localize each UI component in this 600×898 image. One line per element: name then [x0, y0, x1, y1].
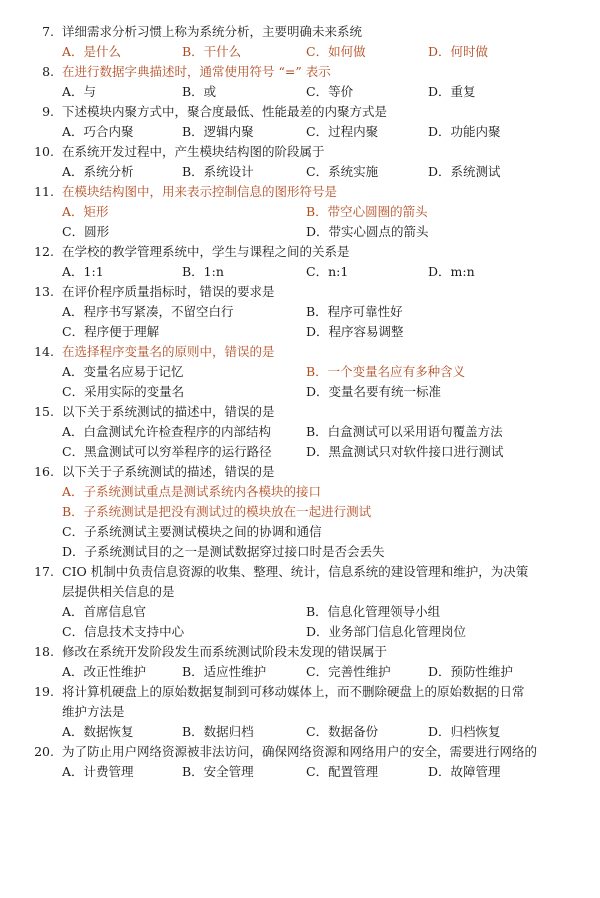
option-d: D．子系统测试目的之一是测试数据穿过接口时是否会丢失: [62, 544, 385, 559]
options-row: [0, 262, 600, 282]
option-b: B．系统设计: [182, 164, 254, 179]
option-d: D．变量名要有统一标准: [306, 384, 442, 399]
options-row: [0, 542, 600, 562]
options-row: [0, 82, 600, 102]
question-stem-line: [0, 102, 600, 122]
question-number: 15.: [34, 404, 54, 419]
option-c: C．数据备份: [306, 724, 379, 739]
options-row: [0, 522, 600, 542]
option-d: D．归档恢复: [428, 724, 501, 739]
question-text: 以下关于系统测试的描述中，错误的是: [62, 404, 275, 419]
option-d: D．故障管理: [428, 764, 501, 779]
option-b: B．1:n: [182, 264, 224, 279]
option-c: C．n:1: [306, 264, 349, 279]
options-row: [0, 42, 600, 62]
options-row: [0, 662, 600, 682]
options-row: [0, 622, 600, 642]
option-a: A．数据恢复: [62, 724, 134, 739]
question-8: [0, 62, 600, 102]
options-row: [0, 362, 600, 382]
option-b: B．信息化管理领导小组: [306, 604, 441, 619]
question-number: 7.: [42, 24, 54, 39]
question-10: [0, 142, 600, 182]
question-stem-line: [0, 462, 600, 482]
option-b: B．带空心圆圈的箭头: [306, 204, 428, 219]
option-b: B．程序可靠性好: [306, 304, 403, 319]
question-text: 下述模块内聚方式中，聚合度最低、性能最差的内聚方式是: [62, 104, 388, 119]
options-row: [0, 422, 600, 442]
option-c: C．配置管理: [306, 764, 379, 779]
options-row: [0, 602, 600, 622]
question-text: 为了防止用户网络资源被非法访问，确保网络资源和网络用户的安全，需要进行网络的: [62, 744, 538, 759]
question-20: [0, 742, 600, 782]
question-text: 将计算机硬盘上的原始数据复制到可移动媒体上，而不删除硬盘上的原始数据的日常: [62, 684, 525, 699]
option-a: A．白盒测试允许检查程序的内部结构: [62, 424, 272, 439]
options-row: [0, 762, 600, 782]
question-18: [0, 642, 600, 682]
option-d: D．预防性维护: [428, 664, 514, 679]
question-stem-line: [0, 562, 600, 582]
option-d: D．黑盒测试只对软件接口进行测试: [306, 444, 504, 459]
option-d: D．程序容易调整: [306, 324, 404, 339]
options-row: [0, 322, 600, 342]
option-b: B．白盒测试可以采用语句覆盖方法: [306, 424, 503, 439]
question-19: [0, 682, 600, 742]
option-b: B．干什么: [182, 44, 242, 59]
question-16: [0, 462, 600, 562]
option-a: A．首席信息官: [62, 604, 147, 619]
option-d: D．业务部门信息化管理岗位: [306, 624, 467, 639]
question-stem-line: [0, 582, 600, 602]
question-number: 9.: [42, 104, 54, 119]
question-stem-line: [0, 282, 600, 302]
option-a: A．变量名应易于记忆: [62, 364, 184, 379]
question-number: 8.: [42, 64, 54, 79]
option-d: D．系统测试: [428, 164, 501, 179]
option-b: B．一个变量名应有多种含义: [306, 364, 466, 379]
question-number: 10.: [34, 144, 54, 159]
question-text: 维护方法是: [62, 704, 125, 719]
question-text: 修改在系统开发阶段发生而系统测试阶段未发现的错误属于: [62, 644, 388, 659]
option-a: A．系统分析: [62, 164, 134, 179]
options-row: [0, 222, 600, 242]
question-14: [0, 342, 600, 402]
question-7: [0, 22, 600, 62]
option-a: A．是什么: [62, 44, 122, 59]
question-text: 在评价程序质量指标时，错误的要求是: [62, 284, 275, 299]
question-stem-line: [0, 62, 600, 82]
options-row: [0, 122, 600, 142]
question-17: [0, 562, 600, 642]
option-c: C．等价: [306, 84, 354, 99]
option-a: A．改正性维护: [62, 664, 147, 679]
option-b: B．或: [182, 84, 217, 99]
question-number: 18.: [34, 644, 54, 659]
option-a: A．程序书写紧凑，不留空白行: [62, 304, 234, 319]
option-a: A．计费管理: [62, 764, 134, 779]
option-b: B．安全管理: [182, 764, 254, 779]
question-number: 11.: [34, 184, 54, 199]
options-row: [0, 302, 600, 322]
question-number: 13.: [34, 284, 54, 299]
option-a: A．与: [62, 84, 97, 99]
option-a: A．矩形: [62, 204, 109, 219]
question-number: 14.: [34, 344, 54, 359]
options-row: [0, 162, 600, 182]
question-number: 16.: [34, 464, 54, 479]
question-12: [0, 242, 600, 282]
option-d: D．带实心圆点的箭头: [306, 224, 429, 239]
question-stem-line: [0, 22, 600, 42]
question-stem-line: [0, 702, 600, 722]
option-b: B．适应性维护: [182, 664, 267, 679]
option-c: C．黑盒测试可以穷举程序的运行路径: [62, 444, 272, 459]
option-b: B．子系统测试是把没有测试过的模块放在一起进行测试: [62, 504, 372, 519]
option-d: D．何时做: [428, 44, 489, 59]
option-a: A．巧合内聚: [62, 124, 134, 139]
question-stem-line: [0, 182, 600, 202]
question-15: [0, 402, 600, 462]
question-9: [0, 102, 600, 142]
question-stem-line: [0, 342, 600, 362]
option-c: C．系统实施: [306, 164, 379, 179]
question-number: 19.: [34, 684, 54, 699]
options-row: [0, 502, 600, 522]
question-number: 17.: [34, 564, 54, 579]
option-a: A．1:1: [62, 264, 104, 279]
options-row: [0, 442, 600, 462]
question-text: 在模块结构图中，用来表示控制信息的图形符号是: [62, 184, 338, 199]
option-c: C．采用实际的变量名: [62, 384, 185, 399]
option-b: B．数据归档: [182, 724, 254, 739]
option-c: C．程序便于理解: [62, 324, 160, 339]
question-text: 详细需求分析习惯上称为系统分析，主要明确未来系统: [62, 24, 363, 39]
question-stem-line: [0, 742, 600, 762]
option-c: C．子系统测试主要测试模块之间的协调和通信: [62, 524, 322, 539]
question-stem-line: [0, 682, 600, 702]
option-c: C．如何做: [306, 44, 366, 59]
options-row: [0, 482, 600, 502]
question-text: 以下关于子系统测试的描述，错误的是: [62, 464, 275, 479]
option-c: C．圆形: [62, 224, 110, 239]
question-13: [0, 282, 600, 342]
question-stem-line: [0, 142, 600, 162]
question-text: 在选择程序变量名的原则中，错误的是: [62, 344, 275, 359]
options-row: [0, 722, 600, 742]
option-d: D．m:n: [428, 264, 475, 279]
question-stem-line: [0, 242, 600, 262]
question-text: 在系统开发过程中，产生模块结构图的阶段属于: [62, 144, 325, 159]
question-text: 层提供相关信息的是: [62, 584, 175, 599]
option-d: D．重复: [428, 84, 476, 99]
question-text: 在进行数据字典描述时，通常使用符号 “=” 表示: [62, 64, 331, 79]
option-c: C．过程内聚: [306, 124, 379, 139]
options-row: [0, 202, 600, 222]
option-c: C．完善性维护: [306, 664, 391, 679]
option-b: B．逻辑内聚: [182, 124, 254, 139]
question-number: 12.: [34, 244, 54, 259]
question-list: [0, 22, 600, 782]
question-11: [0, 182, 600, 242]
question-stem-line: [0, 402, 600, 422]
option-d: D．功能内聚: [428, 124, 501, 139]
question-stem-line: [0, 642, 600, 662]
question-text: CIO 机制中负责信息资源的收集、整理、统计，信息系统的建设管理和维护，为决策: [62, 564, 529, 579]
option-c: C．信息技术支持中心: [62, 624, 185, 639]
question-number: 20.: [34, 744, 54, 759]
option-a: A．子系统测试重点是测试系统内各模块的接口: [62, 484, 322, 499]
question-text: 在学校的教学管理系统中，学生与课程之间的关系是: [62, 244, 350, 259]
options-row: [0, 382, 600, 402]
